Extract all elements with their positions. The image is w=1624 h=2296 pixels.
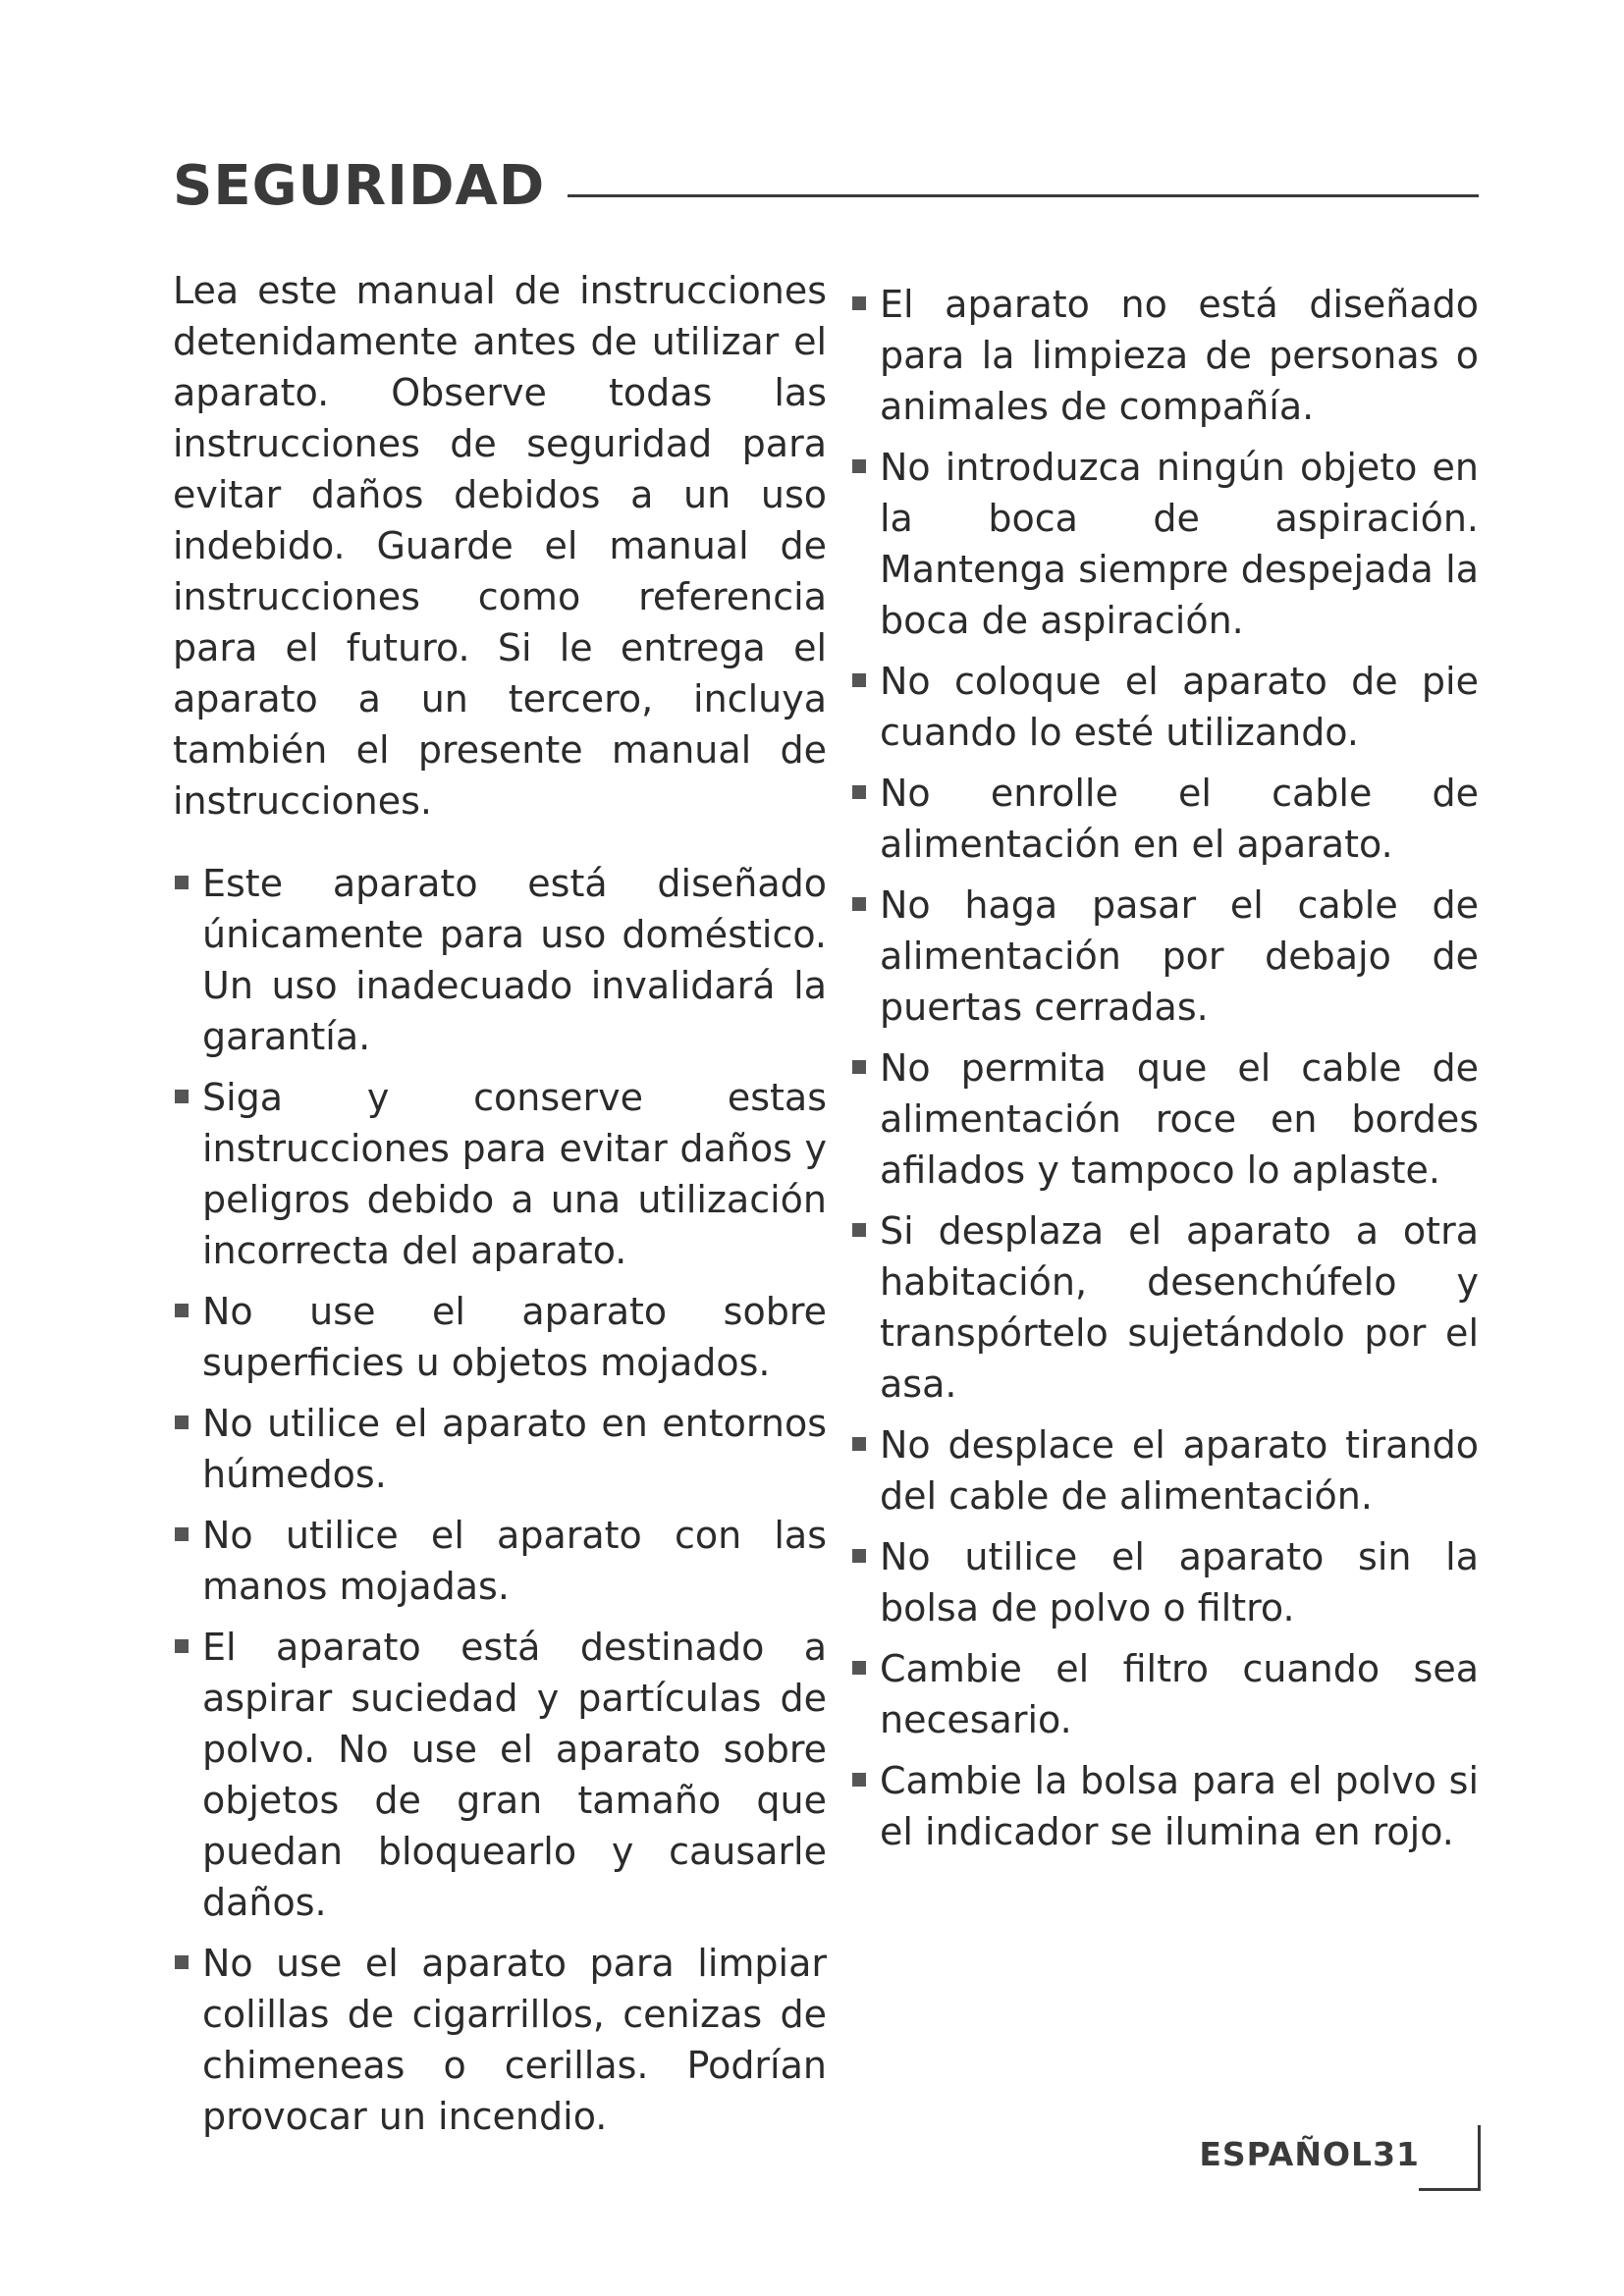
page-title: SEGURIDAD (173, 154, 546, 218)
bullet-square-icon (175, 1415, 189, 1429)
page-footer (1088, 2125, 1481, 2190)
bullet-text: No desplace el aparato tirando del cable de alimentación. (880, 1423, 1479, 1518)
left-column (173, 265, 827, 2152)
list-item (173, 1622, 827, 1928)
bullet-square-icon (852, 785, 866, 799)
bullet-square-icon (852, 1661, 866, 1675)
list-item (173, 1398, 827, 1500)
bullet-text: No permita que el cable de alimentación roce en bordes afilados y tampoco lo aplaste. (880, 1046, 1479, 1192)
footer-corner-mark (1419, 2125, 1481, 2191)
bullet-text: El aparato no está diseñado para la limpieza de personas o animales de compañía. (880, 283, 1479, 428)
list-item (850, 1205, 1479, 1410)
bullet-square-icon (852, 1549, 866, 1563)
list-item (850, 1643, 1479, 1745)
bullet-text: No use el aparato sobre superficies u objetos mojados. (202, 1290, 827, 1384)
bullet-text: Cambie el filtro cuando sea necesario. (880, 1647, 1479, 1741)
bullet-text: No enrolle el cable de alimentación en el aparato. (880, 772, 1479, 866)
list-item (173, 1510, 827, 1612)
bullet-text: Siga y conserve estas instrucciones para evitar daños y peligros debido a una utilización incorrecta del aparato. (202, 1076, 827, 1272)
right-column (850, 279, 1479, 1867)
bullet-square-icon (852, 459, 866, 473)
list-item (850, 880, 1479, 1033)
list-item (850, 1042, 1479, 1196)
list-item (173, 1938, 827, 2142)
bullet-text: No utilice el aparato en entornos húmedos. (202, 1402, 827, 1496)
bullet-square-icon (852, 1223, 866, 1237)
bullet-square-icon (175, 1527, 189, 1541)
bullet-square-icon (175, 1639, 189, 1653)
bullet-square-icon (852, 296, 866, 310)
footer-language: ESPAÑOL (1199, 2135, 1374, 2173)
list-item (850, 1531, 1479, 1633)
bullet-square-icon (852, 673, 866, 687)
bullet-text: Cambie la bolsa para el polvo si el indicador se ilumina en rojo. (880, 1759, 1479, 1853)
bullet-square-icon (175, 1090, 189, 1103)
bullet-text: No haga pasar el cable de alimentación por debajo de puertas cerradas. (880, 883, 1479, 1029)
bullet-text: No utilice el aparato sin la bolsa de polvo o filtro. (880, 1535, 1479, 1629)
page-header (173, 147, 1479, 226)
bullet-square-icon (175, 876, 189, 889)
bullet-square-icon (852, 1060, 866, 1074)
bullet-text: No use el aparato para limpiar colillas de cigarrillos, cenizas de chimeneas o cerillas. Podrían provocar un incendio. (202, 1942, 827, 2138)
list-item (850, 768, 1479, 870)
intro-paragraph: Lea este manual de instrucciones detenidamente antes de utilizar el aparato. Observe todas las instrucciones de seguridad para evitar daños debidos a un uso indebido. Guarde el manual de instrucciones como referencia para el futuro. Si le entrega el aparato a un tercero, incluya también el presente manual de instrucciones. (173, 269, 827, 823)
bullet-square-icon (175, 1955, 189, 1969)
title-rule (568, 194, 1479, 197)
list-item (850, 656, 1479, 758)
bullet-text: El aparato está destinado a aspirar suciedad y partículas de polvo. No use el aparato sobre objetos de gran tamaño que puedan bloquearlo y causarle daños. (202, 1626, 827, 1924)
bullet-text: Este aparato está diseñado únicamente para uso doméstico. Un uso inadecuado invalidará la garantía. (202, 862, 827, 1058)
bullet-square-icon (852, 1773, 866, 1787)
page-number: 31 (1373, 2135, 1420, 2173)
list-item (850, 1419, 1479, 1522)
list-item (173, 858, 827, 1062)
list-item (850, 442, 1479, 646)
bullet-text: Si desplaza el aparato a otra habitación, desenchúfelo y transpórtelo sujetándolo por el asa. (880, 1209, 1479, 1406)
list-item (173, 1286, 827, 1388)
bullet-square-icon (852, 897, 866, 911)
bullet-text: No introduzca ningún objeto en la boca de aspiración. Mantenga siempre despejada la boca de aspiración. (880, 446, 1479, 642)
bullet-square-icon (175, 1304, 189, 1317)
bullet-text: No utilice el aparato con las manos mojadas. (202, 1514, 827, 1608)
list-item (850, 1755, 1479, 1857)
bullet-text: No coloque el aparato de pie cuando lo esté utilizando. (880, 660, 1479, 754)
left-bullet-list (173, 858, 827, 2142)
right-bullet-list (850, 279, 1479, 1857)
bullet-square-icon (852, 1437, 866, 1451)
list-item (173, 1072, 827, 1276)
footer-label (1199, 2135, 1420, 2173)
list-item (850, 279, 1479, 432)
